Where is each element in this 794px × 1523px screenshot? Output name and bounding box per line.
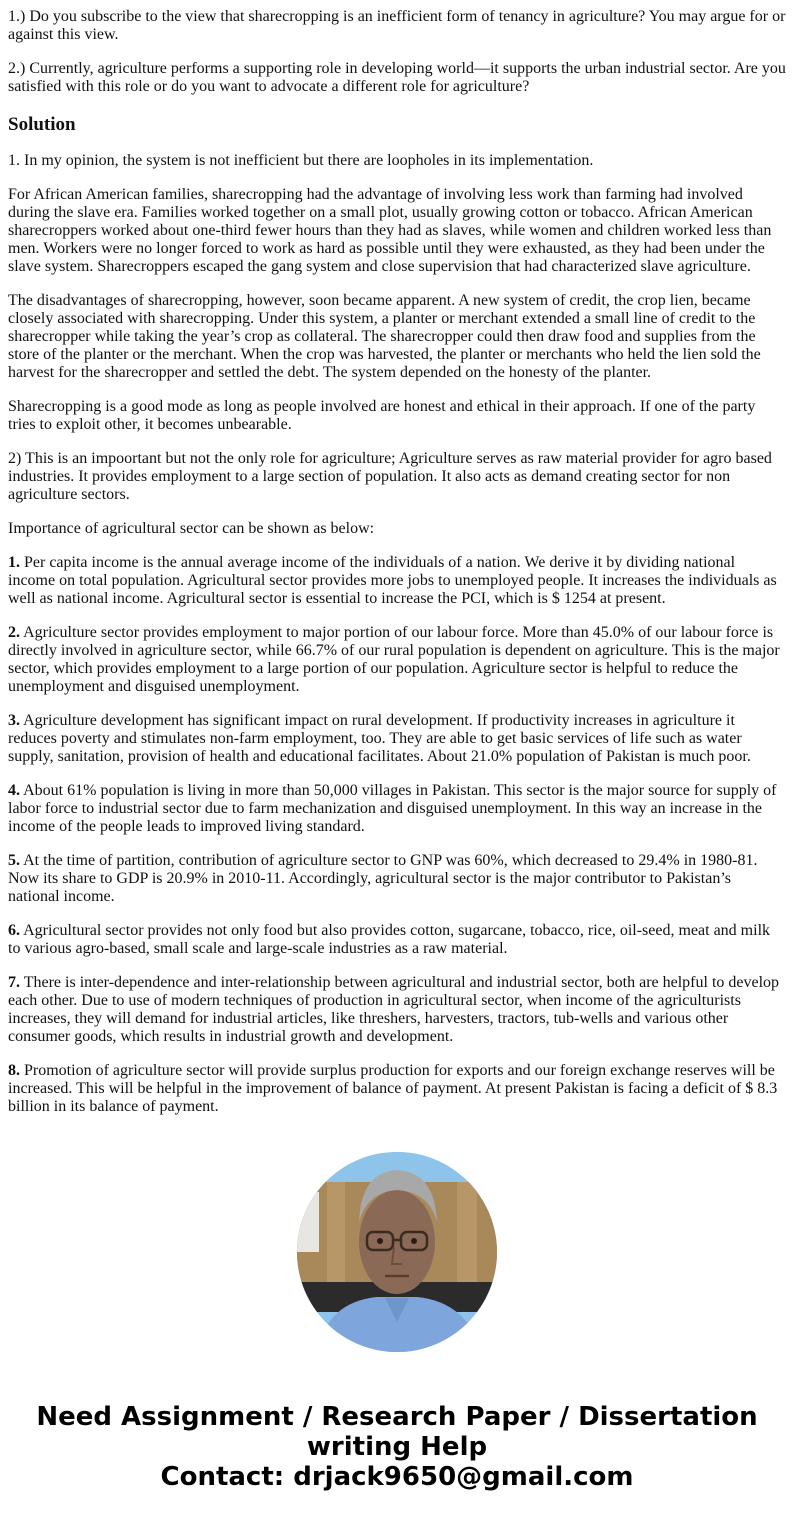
importance-point-5 <box>8 852 786 906</box>
point-text: Per capita income is the annual average income of the individuals of a nation. We derive it by dividing national income on total population. Agricultural sector provides more jobs to unemployed people. It increases the individuals as well as national income. Agricultural sector is essential to increase the PCI, which is $ 1254 at present. <box>8 554 777 607</box>
answer-1-intro: 1. In my opinion, the system is not inefficient but there are loopholes in its implementation. <box>8 152 594 169</box>
importance-point-6 <box>8 922 786 958</box>
answer-1-paragraph: Sharecropping is a good mode as long as people involved are honest and ethical in their approach. If one of the party tries to exploit other, it becomes unbearable. <box>8 398 756 433</box>
point-number: 1. <box>8 554 20 571</box>
point-text: At the time of partition, contribution of agriculture sector to GNP was 60%, which decreased to 29.4% in 1980-81. Now its share to GDP is 20.9% in 2010-11. Accordingly, agricultural sector is the major contributor to Pakistan’s national income. <box>8 852 758 905</box>
question-2: 2.) Currently, agriculture performs a supporting role in developing world—it supports the urban industrial sector. Are you satisfied with this role or do you want to advocate a different role for agriculture? <box>8 60 786 95</box>
point-number: 2. <box>8 624 20 641</box>
point-number: 7. <box>8 974 20 991</box>
point-number: 6. <box>8 922 20 939</box>
portrait-illustration <box>297 1152 497 1352</box>
point-number: 8. <box>8 1062 20 1079</box>
importance-point-8 <box>8 1062 786 1116</box>
answer-1-paragraph: The disadvantages of sharecropping, however, soon became apparent. A new system of credit, the crop lien, became closely associated with sharecropping. Under this system, a planter or merchant extended a small line of credit to the sharecropper while taking the year’s crop as collateral. The sharecropper could then draw food and supplies from the store of the planter or the merchant. When the crop was harvested, the planter or merchants who held the lien sold the harvest for the sharecropper and settled the debt. The system depended on the honesty of the planter. <box>8 292 761 381</box>
point-number: 4. <box>8 782 20 799</box>
point-text: There is inter-dependence and inter-relationship between agricultural and industrial sector, both are helpful to develop each other. Due to use of modern techniques of production in agricultural sector, when income of the agriculturists increases, they will demand for industrial articles, like threshers, harvesters, tractors, tub-wells and various other consumer goods, which results in industrial growth and development. <box>8 974 780 1045</box>
importance-point-3 <box>8 712 786 766</box>
importance-point-4 <box>8 782 786 836</box>
contact-banner <box>0 1402 794 1492</box>
point-text: Agricultural sector provides not only food but also provides cotton, sugarcane, tobacco, rice, oil-seed, meat and milk to various agro-based, small scale and large-scale industries as a raw material. <box>8 922 771 957</box>
tutor-avatar <box>297 1152 497 1352</box>
point-text: About 61% population is living in more than 50,000 villages in Pakistan. This sector is the major source for supply of labor force to industrial sector due to farm mechanization and disguised unemployment. In this way an increase in the income of the people leads to improved living standard. <box>8 782 777 835</box>
point-number: 5. <box>8 852 20 869</box>
point-text: Agriculture development has significant impact on rural development. If productivity increases in agriculture it reduces poverty and stimulates non-farm employment, too. They are able to get basic services of life such as water supply, sanitation, provision of health and educational facilitates. About 21.0% population of Pakistan is much poor. <box>8 712 751 765</box>
importance-point-2 <box>8 624 786 696</box>
importance-point-1 <box>8 554 786 608</box>
answer-1-paragraph: For African American families, sharecropping had the advantage of involving less work than farming had involved during the slave era. Families worked together on a small plot, usually growing cotton or tobacco. African American sharecroppers worked about one-third fewer hours than they had as slaves, while women and children worked less than men. Workers were no longer forced to work as hard as possible until they were exhausted, as they had been under the slave system. Sharecroppers escaped the gang system and close supervision that had characterized slave agriculture. <box>8 186 772 275</box>
cta-headline: Need Assignment / Research Paper / Dissertation writing Help <box>36 1402 758 1462</box>
point-text: Promotion of agriculture sector will provide surplus production for exports and our foreign exchange reserves will be increased. This will be helpful in the improvement of balance of payment. At present Pakistan is facing a deficit of $ 8.3 billion in its balance of payment. <box>8 1062 778 1115</box>
avatar-container <box>0 1152 794 1352</box>
solution-heading: Solution <box>8 114 76 135</box>
answer-2-list-intro: Importance of agricultural sector can be shown as below: <box>8 520 375 537</box>
cta-contact-email: Contact: drjack9650@gmail.com <box>160 1462 634 1492</box>
importance-point-7 <box>8 974 786 1046</box>
answer-2-intro: 2) This is an impoortant but not the only role for agriculture; Agriculture serves as raw material provider for agro based industries. It provides employment to a large section of population. It also acts as demand creating sector for non agriculture sectors. <box>8 450 772 503</box>
question-1: 1.) Do you subscribe to the view that sharecropping is an inefficient form of tenancy in agriculture? You may argue for or against this view. <box>8 8 786 43</box>
point-number: 3. <box>8 712 20 729</box>
point-text: Agriculture sector provides employment to major portion of our labour force. More than 45.0% of our labour force is directly involved in agriculture sector, while 66.7% of our rural population is dependent on agriculture. This is the major sector, which provides employment to a large portion of our population. Agriculture sector is helpful to reduce the unemployment and disguised unemployment. <box>8 624 780 695</box>
